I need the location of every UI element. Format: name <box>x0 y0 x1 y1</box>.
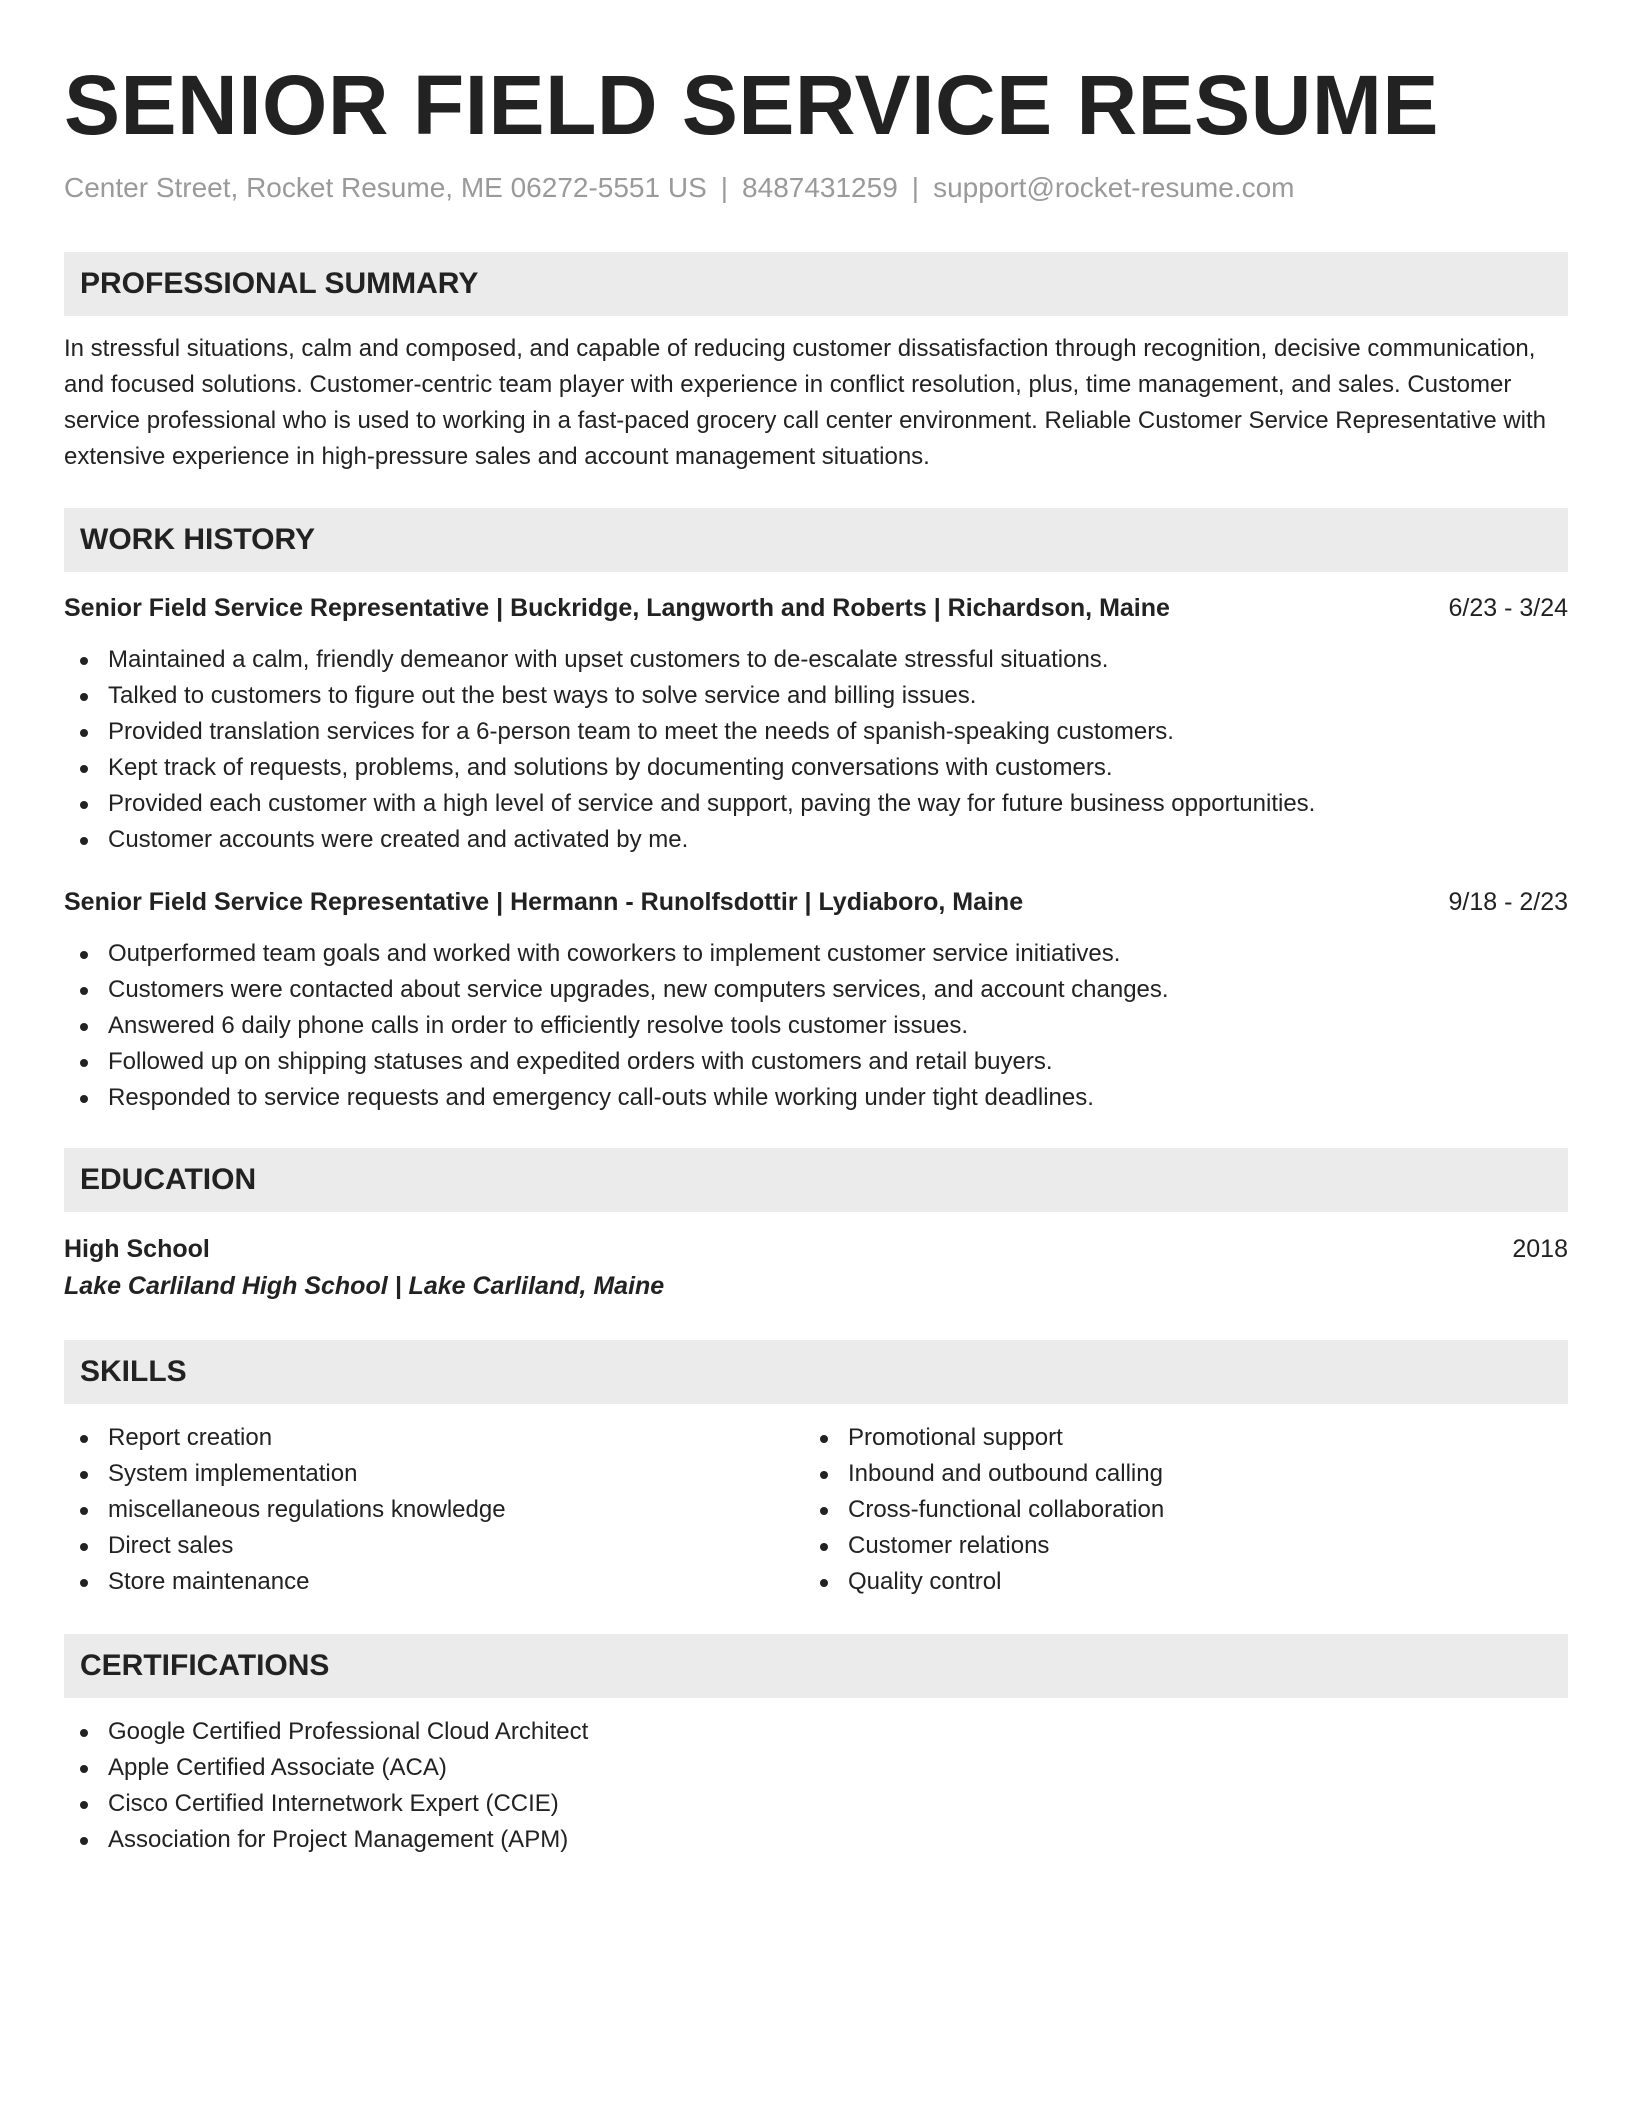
job-bullet: Outperformed team goals and worked with coworkers to implement customer service initiatives. <box>64 936 1568 972</box>
skill-item: Report creation <box>64 1420 804 1456</box>
job-bullet: Customers were contacted about service upgrades, new computers services, and account changes. <box>64 972 1568 1008</box>
section-heading-work-history: WORK HISTORY <box>64 508 1568 572</box>
skills-columns <box>64 1420 1568 1600</box>
certification-item: Association for Project Management (APM) <box>64 1822 1568 1858</box>
job-bullets <box>64 642 1568 858</box>
skill-item: Quality control <box>804 1564 1544 1600</box>
section-heading-summary: PROFESSIONAL SUMMARY <box>64 252 1568 316</box>
skills-list-left <box>64 1420 804 1600</box>
job-bullet: Provided each customer with a high level of service and support, paving the way for future business opportunities. <box>64 786 1568 822</box>
education-year: 2018 <box>1512 1235 1568 1263</box>
section-heading-skills: SKILLS <box>64 1340 1568 1404</box>
job-header <box>64 590 1568 626</box>
certification-item: Google Certified Professional Cloud Architect <box>64 1714 1568 1750</box>
contact-separator: | <box>911 172 920 203</box>
contact-separator: | <box>720 172 729 203</box>
resume-title: SENIOR FIELD SERVICE RESUME <box>64 58 1439 152</box>
certifications-block <box>64 1714 1568 1858</box>
job-dates: 6/23 - 3/24 <box>1448 594 1568 622</box>
skill-item: Customer relations <box>804 1528 1544 1564</box>
resume-page <box>0 50 1632 2112</box>
skill-item: System implementation <box>64 1456 804 1492</box>
contact-address: Center Street, Rocket Resume, ME 06272-5551 US <box>64 172 707 203</box>
skill-item: Promotional support <box>804 1420 1544 1456</box>
skill-item: miscellaneous regulations knowledge <box>64 1492 804 1528</box>
certification-item: Cisco Certified Internetwork Expert (CCIE) <box>64 1786 1568 1822</box>
skill-item: Direct sales <box>64 1528 804 1564</box>
education-header <box>64 1231 1568 1267</box>
skill-item: Inbound and outbound calling <box>804 1456 1544 1492</box>
job-bullets <box>64 936 1568 1116</box>
skill-item: Cross-functional collaboration <box>804 1492 1544 1528</box>
job-bullet: Maintained a calm, friendly demeanor with upset customers to de-escalate stressful situations. <box>64 642 1568 678</box>
certification-item: Apple Certified Associate (ACA) <box>64 1750 1568 1786</box>
job-bullet: Talked to customers to figure out the best ways to solve service and billing issues. <box>64 678 1568 714</box>
job-bullet: Answered 6 daily phone calls in order to efficiently resolve tools customer issues. <box>64 1008 1568 1044</box>
certifications-list <box>64 1714 1568 1858</box>
job-bullet: Kept track of requests, problems, and solutions by documenting conversations with customers. <box>64 750 1568 786</box>
job-title: Senior Field Service Representative | Buckridge, Langworth and Roberts | Richardson, Maine <box>64 594 1170 622</box>
contact-email: support@rocket-resume.com <box>933 172 1295 203</box>
job-bullet: Responded to service requests and emergency call-outs while working under tight deadlines. <box>64 1080 1568 1116</box>
skill-item: Store maintenance <box>64 1564 804 1600</box>
skills-list-right <box>804 1420 1544 1600</box>
education-school: Lake Carliland High School | Lake Carliland, Maine <box>64 1272 665 1300</box>
section-heading-certifications: CERTIFICATIONS <box>64 1634 1568 1698</box>
job-title: Senior Field Service Representative | Hermann - Runolfsdottir | Lydiaboro, Maine <box>64 888 1024 916</box>
job-entry <box>64 884 1568 1116</box>
summary-text: In stressful situations, calm and composed, and capable of reducing customer dissatisfaction through recognition, decisive communication, and focused solutions. Customer-centric team player with experience in conflict resolution, plus, time management, and sales. Customer service professional who is used to working in a fast-paced grocery call center environment. Reliable Customer Service Representative with extensive experience in high-pressure sales and account management situations. <box>64 335 1547 470</box>
education-degree: High School <box>64 1235 210 1263</box>
job-header <box>64 884 1568 920</box>
contact-line <box>64 170 1568 206</box>
job-bullet: Provided translation services for a 6-person team to meet the needs of spanish-speaking customers. <box>64 714 1568 750</box>
job-dates: 9/18 - 2/23 <box>1448 888 1568 916</box>
job-entry <box>64 590 1568 858</box>
contact-phone: 8487431259 <box>742 172 898 203</box>
job-bullet: Customer accounts were created and activated by me. <box>64 822 1568 858</box>
section-heading-education: EDUCATION <box>64 1148 1568 1212</box>
job-bullet: Followed up on shipping statuses and expedited orders with customers and retail buyers. <box>64 1044 1568 1080</box>
